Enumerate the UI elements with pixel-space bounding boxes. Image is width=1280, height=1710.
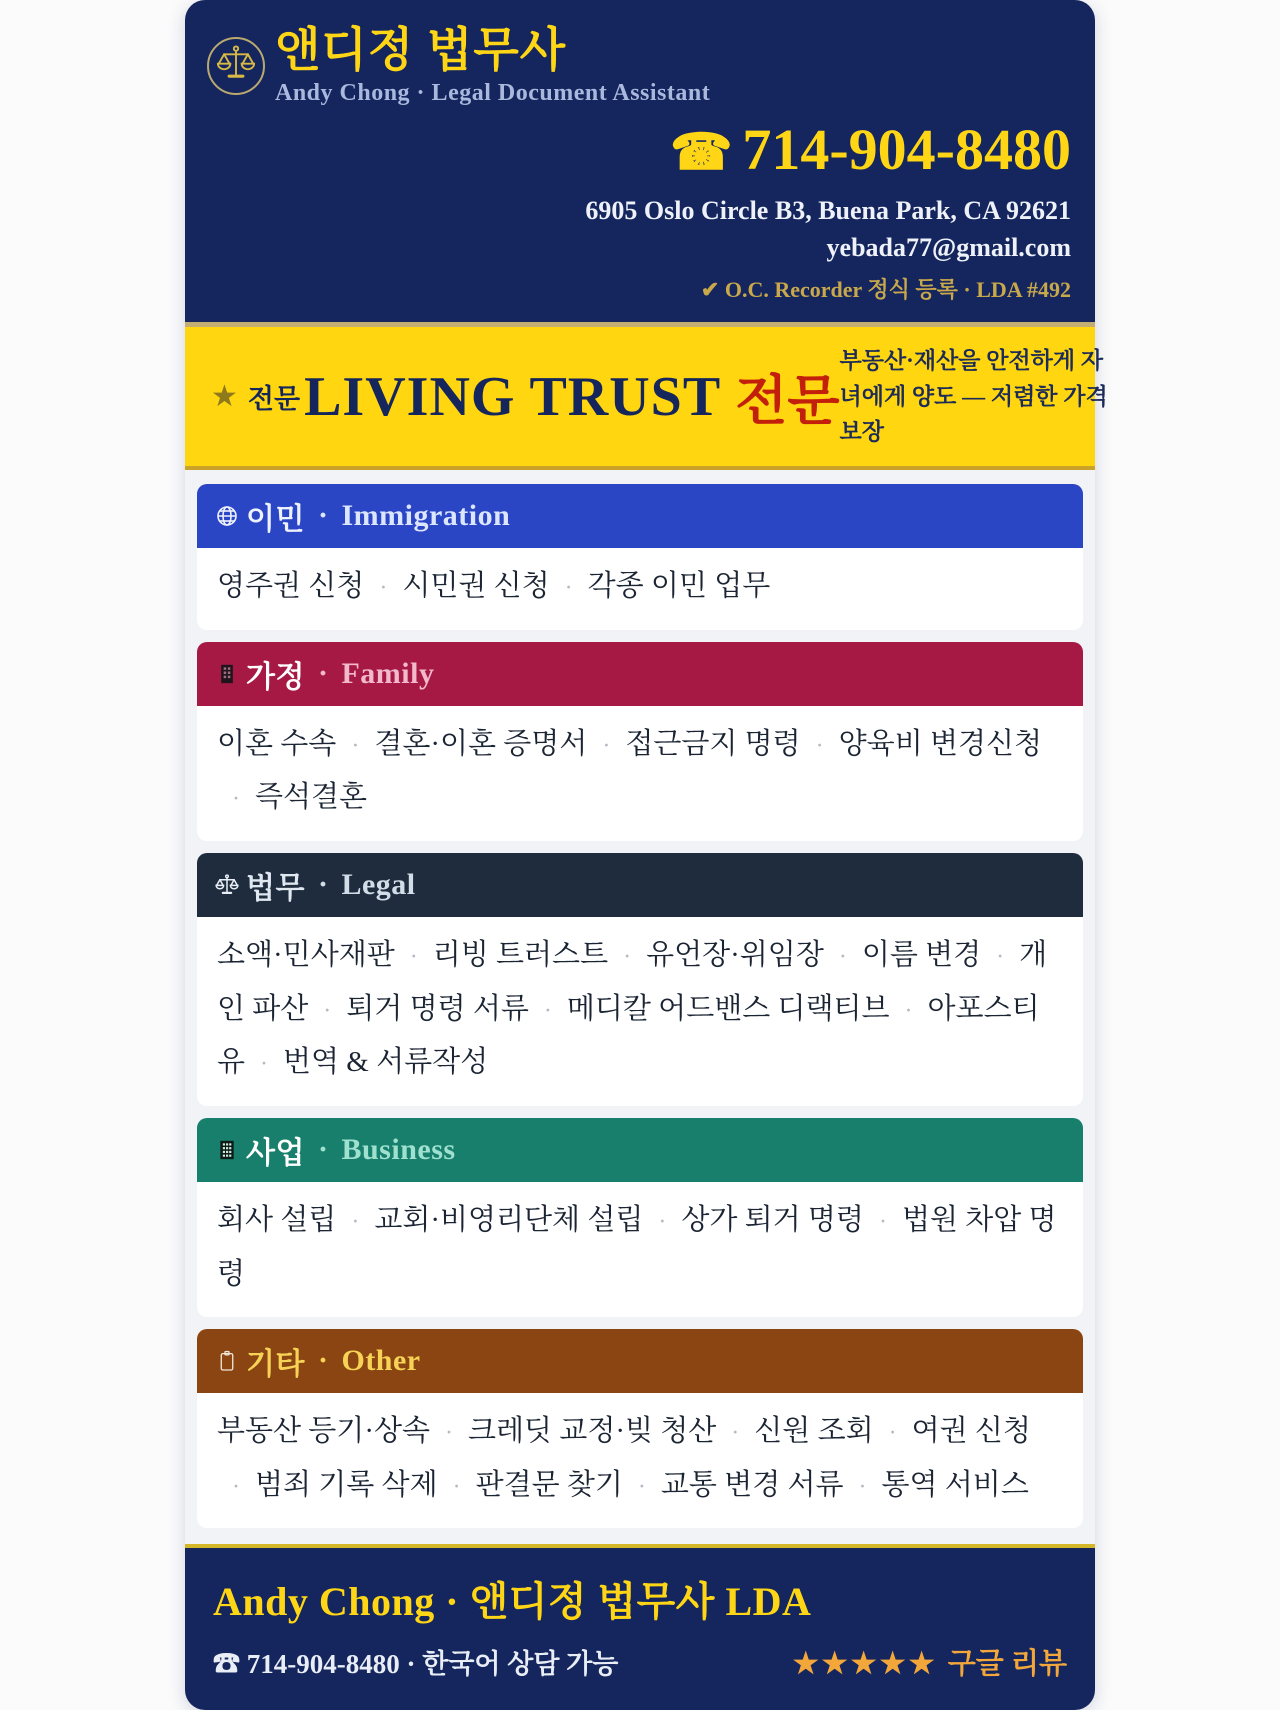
item-separator-dot: ·	[996, 943, 1005, 970]
item-separator-dot: ·	[543, 997, 552, 1024]
item-separator-dot: ·	[564, 575, 573, 602]
section-legal-items	[197, 917, 1083, 1106]
item-separator-dot: ·	[731, 1420, 740, 1447]
five-stars-icon: ★★★★★	[792, 1648, 938, 1681]
service-item: 접근금지 명령	[625, 727, 801, 760]
item-separator-dot: ·	[904, 997, 913, 1024]
section-english-label: Business	[341, 1132, 456, 1166]
flyer-card	[185, 0, 1108, 1710]
section-english-label: Legal	[341, 867, 416, 901]
business-subtitle: Andy Chong · Legal Document Assistant	[275, 80, 711, 107]
item-separator-dot: ·	[351, 1208, 360, 1235]
label-separator: ·	[317, 499, 329, 533]
scales-of-justice-icon	[216, 43, 256, 88]
label-separator: ·	[317, 1132, 329, 1166]
service-item: 즉석결혼	[255, 781, 368, 814]
service-sections	[185, 470, 1095, 1544]
label-separator: ·	[317, 867, 329, 901]
item-separator-dot: ·	[379, 575, 388, 602]
service-item: 유언장·위임장	[646, 938, 824, 971]
label-separator: ·	[317, 656, 329, 690]
service-item: 메디칼 어드밴스 디랙티브	[566, 992, 890, 1025]
item-separator-dot: ·	[260, 1051, 269, 1078]
footer	[185, 1544, 1095, 1710]
service-item: 부동산 등기·상속	[217, 1415, 431, 1448]
section-family	[197, 642, 1083, 841]
section-korean-label: 가정	[246, 660, 305, 694]
item-separator-dot: ·	[452, 1473, 461, 1500]
section-family-header	[197, 642, 1083, 706]
service-item: 각종 이민 업무	[587, 570, 771, 603]
item-separator-dot: ·	[878, 1208, 887, 1235]
item-separator-dot: ·	[409, 943, 418, 970]
item-separator-dot: ·	[815, 732, 824, 759]
section-other-header	[197, 1329, 1083, 1393]
section-legal	[197, 853, 1083, 1106]
service-item: 통역 서비스	[881, 1468, 1029, 1501]
banner-small-label: 전문	[247, 384, 301, 415]
logo-badge	[207, 37, 265, 95]
item-separator-dot: ·	[838, 943, 847, 970]
service-item: 회사 설립	[217, 1203, 337, 1236]
item-separator-dot: ·	[637, 1473, 646, 1500]
phone-icon: ☎	[670, 124, 733, 181]
footer-row	[213, 1641, 1067, 1682]
label-separator: ·	[317, 1344, 329, 1378]
service-item: 범죄 기록 삭제	[255, 1468, 438, 1501]
section-korean-label: 기타	[246, 1348, 305, 1382]
item-separator-dot: ·	[232, 786, 240, 813]
section-korean-label: 사업	[246, 1136, 305, 1170]
brand	[207, 24, 1077, 107]
section-family-items	[197, 706, 1083, 841]
section-other-items	[197, 1393, 1083, 1528]
section-immigration	[197, 484, 1083, 630]
section-immigration-items	[197, 548, 1083, 630]
section-legal-header	[197, 853, 1083, 917]
contact-block	[207, 117, 1077, 304]
banner-suffix-text: 전문	[735, 371, 840, 432]
email-link[interactable]: yebada77@gmail.com	[826, 233, 1071, 263]
service-item: 결혼·이혼 증명서	[374, 727, 588, 760]
service-item: 소액·민사재판	[217, 938, 395, 971]
service-item: 법원 차압 명령	[217, 1203, 1057, 1290]
section-english-label: Family	[341, 656, 435, 690]
registration-note: ✔ O.C. Recorder 정식 등록 · LDA #492	[700, 277, 1071, 303]
footer-title: Andy Chong · 앤디정 법무사 LDA	[213, 1579, 812, 1625]
item-separator-dot: ·	[232, 1473, 240, 1500]
living-trust-banner	[185, 327, 1108, 470]
service-item: 영주권 신청	[217, 570, 365, 603]
service-item: 이름 변경	[861, 938, 982, 971]
section-korean-label: 이민	[246, 503, 305, 537]
section-business-header	[197, 1118, 1083, 1182]
service-item: 신원 조회	[754, 1415, 874, 1448]
section-korean-label: 법무	[246, 871, 305, 905]
banner-note: 부동산·재산을 안전하게 자녀에게 양도 — 저렴한 가격 보장	[839, 348, 1108, 445]
service-item: 아포스티유	[217, 992, 1040, 1079]
service-item: 교통 변경 서류	[660, 1468, 844, 1501]
header	[185, 0, 1095, 327]
service-item: 상가 퇴거 명령	[681, 1203, 864, 1236]
section-english-label: Immigration	[341, 499, 511, 533]
office-building-icon	[215, 1138, 239, 1162]
phone-link[interactable]	[207, 117, 1071, 184]
footer-phone-line[interactable]: ☎ 714-904-8480 · 한국어 상담 가능	[213, 1649, 619, 1680]
service-item: 크레딧 교정·빚 청산	[468, 1415, 717, 1448]
phone-number: 714-904-8480	[742, 117, 1071, 183]
service-item: 교회·비영리단체 설립	[374, 1203, 644, 1236]
scales-icon	[215, 873, 239, 897]
item-separator-dot: ·	[323, 997, 332, 1024]
banner-headline	[211, 358, 840, 435]
service-item: 리빙 트러스트	[432, 938, 609, 971]
item-separator-dot: ·	[858, 1473, 867, 1500]
banner-headline-text: LIVING TRUST	[304, 365, 722, 428]
service-item: 퇴거 명령 서류	[346, 992, 529, 1025]
building-icon	[215, 662, 239, 686]
address: 6905 Oslo Circle B3, Buena Park, CA 92621	[585, 195, 1071, 225]
service-item: 여권 신청	[911, 1415, 1031, 1448]
business-title: 앤디정 법무사	[275, 25, 567, 77]
item-separator-dot: ·	[445, 1420, 454, 1447]
google-review-label: 구글 리뷰	[947, 1648, 1067, 1681]
section-english-label: Other	[341, 1344, 421, 1378]
service-item: 판결문 찾기	[475, 1468, 623, 1501]
service-item: 시민권 신청	[402, 570, 550, 603]
section-other	[197, 1329, 1083, 1528]
brand-text	[275, 24, 710, 107]
star-icon: ★	[211, 380, 238, 414]
service-item: 번역 & 서류작성	[283, 1046, 489, 1079]
item-separator-dot: ·	[888, 1420, 897, 1447]
item-separator-dot: ·	[658, 1208, 667, 1235]
service-item: 이혼 수속	[217, 727, 337, 760]
item-separator-dot: ·	[351, 732, 360, 759]
google-review-link[interactable]	[793, 1641, 1067, 1682]
clipboard-icon	[215, 1349, 239, 1373]
section-business-items	[197, 1182, 1083, 1317]
item-separator-dot: ·	[602, 732, 611, 759]
service-item: 개인 파산	[217, 938, 1048, 1025]
service-item: 양육비 변경신청	[838, 727, 1043, 760]
item-separator-dot: ·	[623, 943, 632, 970]
section-business	[197, 1118, 1083, 1317]
section-immigration-header	[197, 484, 1083, 548]
globe-icon	[215, 504, 239, 528]
